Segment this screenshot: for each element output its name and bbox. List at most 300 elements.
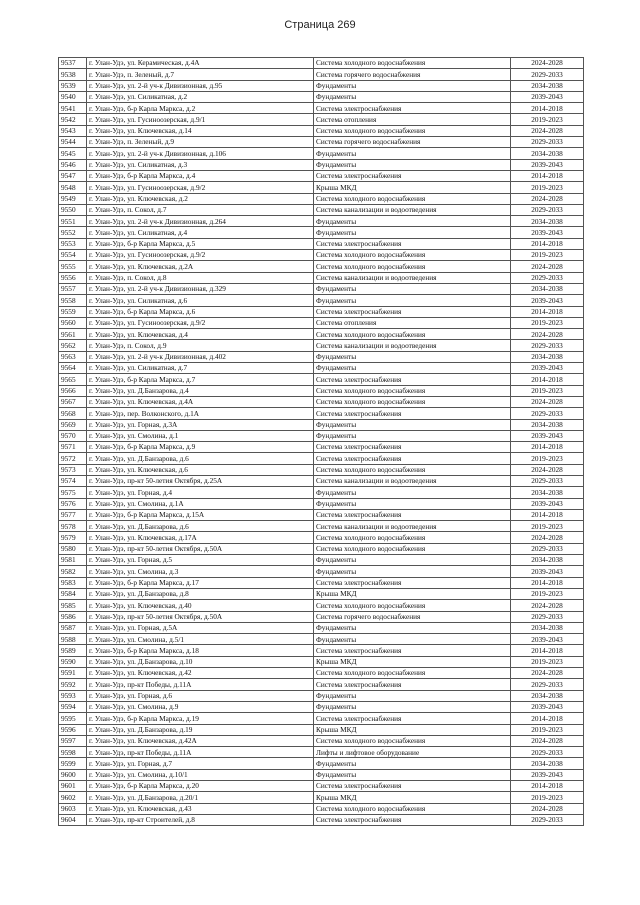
period-cell: 2014-2018 bbox=[511, 509, 584, 520]
work-type-cell: Фундаменты bbox=[314, 622, 511, 633]
table-row bbox=[59, 532, 584, 543]
work-type-cell: Система холодного водоснабжения bbox=[314, 464, 511, 475]
table-body bbox=[59, 58, 584, 826]
period-cell: 2014-2018 bbox=[511, 577, 584, 588]
table-row bbox=[59, 600, 584, 611]
address-cell: г. Улан-Удэ, б-р Карла Маркса, д.6 bbox=[87, 306, 314, 317]
row-number-cell: 9597 bbox=[59, 735, 87, 746]
address-cell: г. Улан-Удэ, б-р Карла Маркса, д.15А bbox=[87, 509, 314, 520]
row-number-cell: 9547 bbox=[59, 170, 87, 181]
address-cell: г. Улан-Удэ, б-р Карла Маркса, д.19 bbox=[87, 713, 314, 724]
work-type-cell: Система холодного водоснабжения bbox=[314, 532, 511, 543]
address-cell: г. Улан-Удэ, ул. Смолина, д.3 bbox=[87, 566, 314, 577]
address-cell: г. Улан-Удэ, ул. 2-й уч-к Дивизионная, д.95 bbox=[87, 80, 314, 91]
work-type-cell: Фундаменты bbox=[314, 566, 511, 577]
row-number-cell: 9554 bbox=[59, 250, 87, 261]
period-cell: 2034-2038 bbox=[511, 690, 584, 701]
table-row bbox=[59, 634, 584, 645]
row-number-cell: 9578 bbox=[59, 521, 87, 532]
table-row bbox=[59, 374, 584, 385]
work-type-cell: Лифты и лифтовое оборудование bbox=[314, 747, 511, 758]
table-row bbox=[59, 758, 584, 769]
row-number-cell: 9540 bbox=[59, 91, 87, 102]
work-type-cell: Фундаменты bbox=[314, 758, 511, 769]
work-type-cell: Система холодного водоснабжения bbox=[314, 396, 511, 407]
period-cell: 2024-2028 bbox=[511, 125, 584, 136]
work-type-cell: Система холодного водоснабжения bbox=[314, 329, 511, 340]
work-type-cell: Фундаменты bbox=[314, 363, 511, 374]
work-type-cell: Система отопления bbox=[314, 317, 511, 328]
address-cell: г. Улан-Удэ, ул. Ключевская, д.2 bbox=[87, 193, 314, 204]
period-cell: 2039-2043 bbox=[511, 566, 584, 577]
period-cell: 2034-2038 bbox=[511, 555, 584, 566]
address-cell: г. Улан-Удэ, ул. Горная, д.4 bbox=[87, 487, 314, 498]
address-cell: г. Улан-Удэ, ул. Смолина, д.9 bbox=[87, 701, 314, 712]
row-number-cell: 9571 bbox=[59, 442, 87, 453]
work-type-cell: Крыша МКД bbox=[314, 724, 511, 735]
table-row bbox=[59, 588, 584, 599]
table-row bbox=[59, 137, 584, 148]
work-type-cell: Фундаменты bbox=[314, 487, 511, 498]
address-cell: г. Улан-Удэ, б-р Карла Маркса, д.20 bbox=[87, 781, 314, 792]
period-cell: 2039-2043 bbox=[511, 91, 584, 102]
repair-schedule-table bbox=[58, 57, 584, 826]
address-cell: г. Улан-Удэ, пр-кт Победы, д.11А bbox=[87, 747, 314, 758]
address-cell: г. Улан-Удэ, ул. 2-й уч-к Дивизионная, д.106 bbox=[87, 148, 314, 159]
row-number-cell: 9555 bbox=[59, 261, 87, 272]
address-cell: г. Улан-Удэ, ул. Горная, д.6 bbox=[87, 690, 314, 701]
table-row bbox=[59, 701, 584, 712]
work-type-cell: Система электроснабжения bbox=[314, 645, 511, 656]
address-cell: г. Улан-Удэ, ул. Керамическая, д.4А bbox=[87, 58, 314, 69]
work-type-cell: Система горячего водоснабжения bbox=[314, 69, 511, 80]
table-row bbox=[59, 747, 584, 758]
table-row bbox=[59, 216, 584, 227]
address-cell: г. Улан-Удэ, ул. Смолина, д.1А bbox=[87, 498, 314, 509]
work-type-cell: Система холодного водоснабжения bbox=[314, 385, 511, 396]
work-type-cell: Фундаменты bbox=[314, 80, 511, 91]
row-number-cell: 9552 bbox=[59, 227, 87, 238]
table-row bbox=[59, 329, 584, 340]
work-type-cell: Крыша МКД bbox=[314, 182, 511, 193]
row-number-cell: 9543 bbox=[59, 125, 87, 136]
address-cell: г. Улан-Удэ, б-р Карла Маркса, д.7 bbox=[87, 374, 314, 385]
page-title: Страница 269 bbox=[284, 19, 356, 31]
table-row bbox=[59, 611, 584, 622]
work-type-cell: Система канализации и водоотведения bbox=[314, 204, 511, 215]
row-number-cell: 9581 bbox=[59, 555, 87, 566]
address-cell: г. Улан-Удэ, ул. Ключевская, д.42 bbox=[87, 668, 314, 679]
period-cell: 2039-2043 bbox=[511, 634, 584, 645]
table-row bbox=[59, 58, 584, 69]
period-cell: 2039-2043 bbox=[511, 295, 584, 306]
period-cell: 2024-2028 bbox=[511, 58, 584, 69]
address-cell: г. Улан-Удэ, ул. Д.Банзарова, д.20/1 bbox=[87, 792, 314, 803]
period-cell: 2019-2023 bbox=[511, 317, 584, 328]
row-number-cell: 9584 bbox=[59, 588, 87, 599]
row-number-cell: 9594 bbox=[59, 701, 87, 712]
period-cell: 2029-2033 bbox=[511, 137, 584, 148]
work-type-cell: Система холодного водоснабжения bbox=[314, 193, 511, 204]
work-type-cell: Крыша МКД bbox=[314, 792, 511, 803]
table-row bbox=[59, 148, 584, 159]
row-number-cell: 9575 bbox=[59, 487, 87, 498]
address-cell: г. Улан-Удэ, пр-кт 50-летия Октября, д.25А bbox=[87, 475, 314, 486]
work-type-cell: Фундаменты bbox=[314, 769, 511, 780]
table-row bbox=[59, 555, 584, 566]
row-number-cell: 9595 bbox=[59, 713, 87, 724]
row-number-cell: 9574 bbox=[59, 475, 87, 486]
period-cell: 2019-2023 bbox=[511, 182, 584, 193]
address-cell: г. Улан-Удэ, б-р Карла Маркса, д.17 bbox=[87, 577, 314, 588]
period-cell: 2014-2018 bbox=[511, 170, 584, 181]
work-type-cell: Система электроснабжения bbox=[314, 103, 511, 114]
row-number-cell: 9569 bbox=[59, 419, 87, 430]
work-type-cell: Фундаменты bbox=[314, 283, 511, 294]
work-type-cell: Система горячего водоснабжения bbox=[314, 611, 511, 622]
period-cell: 2034-2038 bbox=[511, 487, 584, 498]
period-cell: 2039-2043 bbox=[511, 498, 584, 509]
table-row bbox=[59, 250, 584, 261]
period-cell: 2014-2018 bbox=[511, 306, 584, 317]
address-cell: г. Улан-Удэ, ул. Д.Банзарова, д.6 bbox=[87, 453, 314, 464]
table-row bbox=[59, 622, 584, 633]
row-number-cell: 9587 bbox=[59, 622, 87, 633]
period-cell: 2019-2023 bbox=[511, 453, 584, 464]
period-cell: 2019-2023 bbox=[511, 792, 584, 803]
period-cell: 2014-2018 bbox=[511, 781, 584, 792]
row-number-cell: 9548 bbox=[59, 182, 87, 193]
row-number-cell: 9542 bbox=[59, 114, 87, 125]
period-cell: 2039-2043 bbox=[511, 430, 584, 441]
table-row bbox=[59, 577, 584, 588]
period-cell: 2029-2033 bbox=[511, 747, 584, 758]
table-row bbox=[59, 69, 584, 80]
work-type-cell: Система холодного водоснабжения bbox=[314, 125, 511, 136]
address-cell: г. Улан-Удэ, ул. Горная, д.5 bbox=[87, 555, 314, 566]
row-number-cell: 9602 bbox=[59, 792, 87, 803]
work-type-cell: Фундаменты bbox=[314, 295, 511, 306]
row-number-cell: 9572 bbox=[59, 453, 87, 464]
work-type-cell: Система электроснабжения bbox=[314, 713, 511, 724]
period-cell: 2029-2033 bbox=[511, 340, 584, 351]
period-cell: 2039-2043 bbox=[511, 159, 584, 170]
period-cell: 2029-2033 bbox=[511, 814, 584, 825]
table-row bbox=[59, 363, 584, 374]
table-row bbox=[59, 114, 584, 125]
table-row bbox=[59, 306, 584, 317]
period-cell: 2029-2033 bbox=[511, 679, 584, 690]
row-number-cell: 9604 bbox=[59, 814, 87, 825]
address-cell: г. Улан-Удэ, ул. Гусиноозерская, д.9/2 bbox=[87, 182, 314, 193]
address-cell: г. Улан-Удэ, б-р Карла Маркса, д.18 bbox=[87, 645, 314, 656]
row-number-cell: 9585 bbox=[59, 600, 87, 611]
table-row bbox=[59, 204, 584, 215]
period-cell: 2039-2043 bbox=[511, 227, 584, 238]
work-type-cell: Система канализации и водоотведения bbox=[314, 521, 511, 532]
address-cell: г. Улан-Удэ, ул. Ключевская, д.4 bbox=[87, 329, 314, 340]
address-cell: г. Улан-Удэ, пр-кт Победы, д.11А bbox=[87, 679, 314, 690]
table-row bbox=[59, 419, 584, 430]
period-cell: 2024-2028 bbox=[511, 735, 584, 746]
address-cell: г. Улан-Удэ, ул. Д.Банзарова, д.19 bbox=[87, 724, 314, 735]
period-cell: 2024-2028 bbox=[511, 329, 584, 340]
address-cell: г. Улан-Удэ, ул. Д.Банзарова, д.6 bbox=[87, 521, 314, 532]
address-cell: г. Улан-Удэ, пр-кт Строителей, д.8 bbox=[87, 814, 314, 825]
work-type-cell: Фундаменты bbox=[314, 351, 511, 362]
work-type-cell: Система холодного водоснабжения bbox=[314, 58, 511, 69]
table-row bbox=[59, 295, 584, 306]
row-number-cell: 9591 bbox=[59, 668, 87, 679]
table-row bbox=[59, 238, 584, 249]
table-row bbox=[59, 193, 584, 204]
work-type-cell: Система электроснабжения bbox=[314, 577, 511, 588]
row-number-cell: 9560 bbox=[59, 317, 87, 328]
period-cell: 2034-2038 bbox=[511, 148, 584, 159]
work-type-cell: Система холодного водоснабжения bbox=[314, 250, 511, 261]
row-number-cell: 9600 bbox=[59, 769, 87, 780]
table-row bbox=[59, 283, 584, 294]
period-cell: 2014-2018 bbox=[511, 103, 584, 114]
period-cell: 2024-2028 bbox=[511, 396, 584, 407]
table-row bbox=[59, 803, 584, 814]
address-cell: г. Улан-Удэ, ул. 2-й уч-к Дивизионная, д.329 bbox=[87, 283, 314, 294]
row-number-cell: 9563 bbox=[59, 351, 87, 362]
period-cell: 2019-2023 bbox=[511, 724, 584, 735]
table-row bbox=[59, 91, 584, 102]
work-type-cell: Система канализации и водоотведения bbox=[314, 340, 511, 351]
table-row bbox=[59, 227, 584, 238]
row-number-cell: 9601 bbox=[59, 781, 87, 792]
row-number-cell: 9556 bbox=[59, 272, 87, 283]
address-cell: г. Улан-Удэ, ул. Ключевская, д.4А bbox=[87, 396, 314, 407]
work-type-cell: Система отопления bbox=[314, 114, 511, 125]
address-cell: г. Улан-Удэ, ул. Гусиноозерская, д.9/2 bbox=[87, 250, 314, 261]
table-row bbox=[59, 170, 584, 181]
address-cell: г. Улан-Удэ, ул. Силикатная, д.4 bbox=[87, 227, 314, 238]
period-cell: 2019-2023 bbox=[511, 521, 584, 532]
table-row bbox=[59, 713, 584, 724]
table-row bbox=[59, 464, 584, 475]
row-number-cell: 9570 bbox=[59, 430, 87, 441]
table-row bbox=[59, 735, 584, 746]
work-type-cell: Фундаменты bbox=[314, 91, 511, 102]
table-row bbox=[59, 690, 584, 701]
period-cell: 2019-2023 bbox=[511, 588, 584, 599]
table-row bbox=[59, 272, 584, 283]
row-number-cell: 9596 bbox=[59, 724, 87, 735]
period-cell: 2039-2043 bbox=[511, 769, 584, 780]
row-number-cell: 9544 bbox=[59, 137, 87, 148]
address-cell: г. Улан-Удэ, ул. Д.Банзарова, д.8 bbox=[87, 588, 314, 599]
table-row bbox=[59, 521, 584, 532]
period-cell: 2014-2018 bbox=[511, 238, 584, 249]
table-row bbox=[59, 656, 584, 667]
row-number-cell: 9593 bbox=[59, 690, 87, 701]
row-number-cell: 9558 bbox=[59, 295, 87, 306]
table-row bbox=[59, 645, 584, 656]
table-row bbox=[59, 668, 584, 679]
period-cell: 2034-2038 bbox=[511, 419, 584, 430]
address-cell: г. Улан-Удэ, ул. Д.Банзарова, д.4 bbox=[87, 385, 314, 396]
row-number-cell: 9582 bbox=[59, 566, 87, 577]
period-cell: 2024-2028 bbox=[511, 668, 584, 679]
period-cell: 2034-2038 bbox=[511, 351, 584, 362]
address-cell: г. Улан-Удэ, ул. Смолина, д.5/1 bbox=[87, 634, 314, 645]
address-cell: г. Улан-Удэ, ул. Смолина, д.1 bbox=[87, 430, 314, 441]
row-number-cell: 9565 bbox=[59, 374, 87, 385]
row-number-cell: 9551 bbox=[59, 216, 87, 227]
work-type-cell: Система электроснабжения bbox=[314, 453, 511, 464]
work-type-cell: Фундаменты bbox=[314, 227, 511, 238]
row-number-cell: 9561 bbox=[59, 329, 87, 340]
work-type-cell: Система холодного водоснабжения bbox=[314, 735, 511, 746]
table-row bbox=[59, 792, 584, 803]
work-type-cell: Фундаменты bbox=[314, 690, 511, 701]
table-row bbox=[59, 430, 584, 441]
address-cell: г. Улан-Удэ, ул. Горная, д.7 bbox=[87, 758, 314, 769]
table-row bbox=[59, 340, 584, 351]
address-cell: г. Улан-Удэ, пр-кт 50-летия Октября, д.50А bbox=[87, 611, 314, 622]
address-cell: г. Улан-Удэ, ул. Гусиноозерская, д.9/2 bbox=[87, 317, 314, 328]
period-cell: 2019-2023 bbox=[511, 385, 584, 396]
table-row bbox=[59, 566, 584, 577]
row-number-cell: 9567 bbox=[59, 396, 87, 407]
row-number-cell: 9564 bbox=[59, 363, 87, 374]
table-row bbox=[59, 182, 584, 193]
address-cell: г. Улан-Удэ, ул. Д.Банзарова, д.10 bbox=[87, 656, 314, 667]
address-cell: г. Улан-Удэ, ул. Ключевская, д.17А bbox=[87, 532, 314, 543]
work-type-cell: Фундаменты bbox=[314, 419, 511, 430]
row-number-cell: 9603 bbox=[59, 803, 87, 814]
address-cell: г. Улан-Удэ, б-р Карла Маркса, д.5 bbox=[87, 238, 314, 249]
address-cell: г. Улан-Удэ, б-р Карла Маркса, д.4 bbox=[87, 170, 314, 181]
work-type-cell: Система канализации и водоотведения bbox=[314, 272, 511, 283]
address-cell: г. Улан-Удэ, п. Сокол, д.7 bbox=[87, 204, 314, 215]
work-type-cell: Система электроснабжения bbox=[314, 238, 511, 249]
address-cell: г. Улан-Удэ, ул. Ключевская, д.6 bbox=[87, 464, 314, 475]
row-number-cell: 9598 bbox=[59, 747, 87, 758]
address-cell: г. Улан-Удэ, ул. Силикатная, д.6 bbox=[87, 295, 314, 306]
row-number-cell: 9566 bbox=[59, 385, 87, 396]
period-cell: 2034-2038 bbox=[511, 216, 584, 227]
address-cell: г. Улан-Удэ, ул. Гусиноозерская, д.9/1 bbox=[87, 114, 314, 125]
work-type-cell: Система холодного водоснабжения bbox=[314, 261, 511, 272]
period-cell: 2019-2023 bbox=[511, 250, 584, 261]
row-number-cell: 9583 bbox=[59, 577, 87, 588]
table-row bbox=[59, 498, 584, 509]
address-cell: г. Улан-Удэ, б-р Карла Маркса, д.9 bbox=[87, 442, 314, 453]
period-cell: 2024-2028 bbox=[511, 803, 584, 814]
table-row bbox=[59, 781, 584, 792]
work-type-cell: Фундаменты bbox=[314, 159, 511, 170]
period-cell: 2034-2038 bbox=[511, 283, 584, 294]
table-row bbox=[59, 487, 584, 498]
table-row bbox=[59, 724, 584, 735]
table-row bbox=[59, 453, 584, 464]
period-cell: 2024-2028 bbox=[511, 532, 584, 543]
row-number-cell: 9599 bbox=[59, 758, 87, 769]
period-cell: 2034-2038 bbox=[511, 80, 584, 91]
work-type-cell: Фундаменты bbox=[314, 430, 511, 441]
table-row bbox=[59, 509, 584, 520]
row-number-cell: 9589 bbox=[59, 645, 87, 656]
row-number-cell: 9545 bbox=[59, 148, 87, 159]
address-cell: г. Улан-Удэ, ул. Силикатная, д.7 bbox=[87, 363, 314, 374]
row-number-cell: 9588 bbox=[59, 634, 87, 645]
period-cell: 2014-2018 bbox=[511, 713, 584, 724]
table-row bbox=[59, 261, 584, 272]
row-number-cell: 9541 bbox=[59, 103, 87, 114]
table-row bbox=[59, 543, 584, 554]
period-cell: 2029-2033 bbox=[511, 204, 584, 215]
period-cell: 2029-2033 bbox=[511, 69, 584, 80]
period-cell: 2019-2023 bbox=[511, 114, 584, 125]
address-cell: г. Улан-Удэ, ул. 2-й уч-к Дивизионная, д.264 bbox=[87, 216, 314, 227]
period-cell: 2024-2028 bbox=[511, 600, 584, 611]
row-number-cell: 9577 bbox=[59, 509, 87, 520]
work-type-cell: Система холодного водоснабжения bbox=[314, 543, 511, 554]
row-number-cell: 9562 bbox=[59, 340, 87, 351]
work-type-cell: Фундаменты bbox=[314, 216, 511, 227]
period-cell: 2039-2043 bbox=[511, 363, 584, 374]
row-number-cell: 9557 bbox=[59, 283, 87, 294]
work-type-cell: Фундаменты bbox=[314, 701, 511, 712]
table-row bbox=[59, 103, 584, 114]
period-cell: 2034-2038 bbox=[511, 622, 584, 633]
work-type-cell: Система электроснабжения bbox=[314, 170, 511, 181]
address-cell: г. Улан-Удэ, ул. 2-й уч-к Дивизионная, д.402 bbox=[87, 351, 314, 362]
table-row bbox=[59, 396, 584, 407]
address-cell: г. Улан-Удэ, ул. Горная, д.3А bbox=[87, 419, 314, 430]
address-cell: г. Улан-Удэ, ул. Ключевская, д.2А bbox=[87, 261, 314, 272]
row-number-cell: 9549 bbox=[59, 193, 87, 204]
work-type-cell: Система электроснабжения bbox=[314, 408, 511, 419]
row-number-cell: 9539 bbox=[59, 80, 87, 91]
row-number-cell: 9579 bbox=[59, 532, 87, 543]
address-cell: г. Улан-Удэ, п. Зеленый, д.9 bbox=[87, 137, 314, 148]
work-type-cell: Крыша МКД bbox=[314, 656, 511, 667]
table-row bbox=[59, 385, 584, 396]
address-cell: г. Улан-Удэ, ул. Силикатная, д.2 bbox=[87, 91, 314, 102]
table-row bbox=[59, 159, 584, 170]
row-number-cell: 9546 bbox=[59, 159, 87, 170]
work-type-cell: Система канализации и водоотведения bbox=[314, 475, 511, 486]
work-type-cell: Система электроснабжения bbox=[314, 306, 511, 317]
table-row bbox=[59, 769, 584, 780]
period-cell: 2029-2033 bbox=[511, 543, 584, 554]
period-cell: 2039-2043 bbox=[511, 701, 584, 712]
table-row bbox=[59, 317, 584, 328]
work-type-cell: Система горячего водоснабжения bbox=[314, 137, 511, 148]
period-cell: 2024-2028 bbox=[511, 193, 584, 204]
row-number-cell: 9573 bbox=[59, 464, 87, 475]
address-cell: г. Улан-Удэ, ул. Силикатная, д.3 bbox=[87, 159, 314, 170]
period-cell: 2029-2033 bbox=[511, 611, 584, 622]
row-number-cell: 9559 bbox=[59, 306, 87, 317]
work-type-cell: Система электроснабжения bbox=[314, 509, 511, 520]
row-number-cell: 9568 bbox=[59, 408, 87, 419]
work-type-cell: Система холодного водоснабжения bbox=[314, 600, 511, 611]
table-row bbox=[59, 814, 584, 825]
address-cell: г. Улан-Удэ, ул. Горная, д.5А bbox=[87, 622, 314, 633]
work-type-cell: Система электроснабжения bbox=[314, 374, 511, 385]
work-type-cell: Фундаменты bbox=[314, 148, 511, 159]
address-cell: г. Улан-Удэ, ул. Ключевская, д.42А bbox=[87, 735, 314, 746]
table-row bbox=[59, 408, 584, 419]
address-cell: г. Улан-Удэ, б-р Карла Маркса, д.2 bbox=[87, 103, 314, 114]
work-type-cell: Фундаменты bbox=[314, 498, 511, 509]
